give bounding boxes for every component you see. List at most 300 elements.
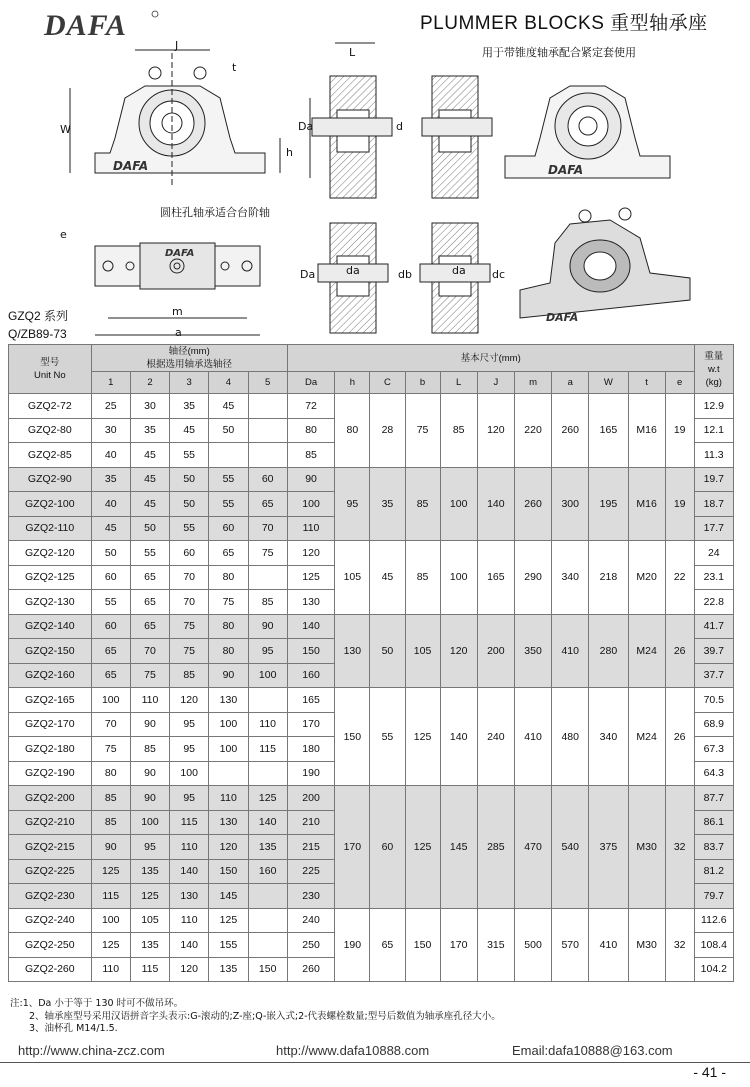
model-cell: GZQ2-80 [9, 418, 92, 443]
shaft-cell: 70 [170, 590, 209, 615]
dim-cell: 340 [589, 688, 628, 786]
dim-cell: 65 [370, 908, 405, 982]
shaft-cell: 130 [209, 810, 248, 835]
weight-cell: 18.7 [694, 492, 733, 517]
shaft-cell: 110 [170, 908, 209, 933]
dim-cell: 100 [440, 541, 477, 615]
dim-cell: M24 [628, 688, 665, 786]
shaft-cell: 50 [170, 492, 209, 517]
shaft-cell: 45 [91, 516, 130, 541]
dim-cell: 130 [335, 614, 370, 688]
page-number: - 41 - [693, 1064, 726, 1080]
shaft-cell: 30 [91, 418, 130, 443]
model-cell: GZQ2-160 [9, 663, 92, 688]
shaft-cell: 30 [130, 394, 169, 419]
dim-cell: 32 [665, 786, 694, 909]
plan-logo: DAFA [165, 248, 195, 259]
col-header-a: a [552, 372, 589, 394]
shaft-cell: 90 [130, 712, 169, 737]
col-header-shaft-5: 5 [248, 372, 287, 394]
shaft-cell: 60 [91, 614, 130, 639]
dim-cell: 350 [514, 614, 551, 688]
model-cell: GZQ2-120 [9, 541, 92, 566]
isometric-view-drawing [520, 208, 690, 318]
shaft-cell: 140 [170, 933, 209, 958]
housing-logo: DAFA [113, 159, 149, 173]
dim-label-a: a [175, 326, 182, 338]
col-header-b: b [405, 372, 440, 394]
model-cell: GZQ2-210 [9, 810, 92, 835]
dim-cell: 340 [552, 541, 589, 615]
shaft-cell: 100 [91, 908, 130, 933]
weight-cell: 64.3 [694, 761, 733, 786]
dim-cell: 540 [552, 786, 589, 909]
weight-cell: 12.9 [694, 394, 733, 419]
table-row [9, 541, 734, 566]
weight-cell: 24 [694, 541, 733, 566]
model-cell: GZQ2-125 [9, 565, 92, 590]
model-cell: GZQ2-215 [9, 835, 92, 860]
dim-cell: M16 [628, 467, 665, 541]
dim-cell: 200 [477, 614, 514, 688]
shaft-cell: 70 [130, 639, 169, 664]
shaft-cell: 135 [209, 957, 248, 982]
logo-text: DAFA [44, 9, 127, 40]
dim-cell: 500 [514, 908, 551, 982]
shaft-cell: 135 [130, 933, 169, 958]
da-cell: 85 [287, 443, 335, 468]
da-cell: 100 [287, 492, 335, 517]
shaft-cell: 80 [209, 639, 248, 664]
weight-cell: 70.5 [694, 688, 733, 713]
shaft-cell [209, 443, 248, 468]
shaft-cell [248, 565, 287, 590]
dim-label-t: t [232, 61, 237, 74]
col-header-shaft-1: 1 [91, 372, 130, 394]
da-cell: 130 [287, 590, 335, 615]
shaft-cell: 85 [248, 590, 287, 615]
table-row [9, 467, 734, 492]
table-row [9, 614, 734, 639]
dim-cell: 410 [552, 614, 589, 688]
dim-cell: 145 [440, 786, 477, 909]
dim-label-J: J [175, 39, 179, 52]
shaft-cell: 35 [91, 467, 130, 492]
shaft-cell [248, 884, 287, 909]
model-cell: GZQ2-250 [9, 933, 92, 958]
model-cell: GZQ2-180 [9, 737, 92, 762]
shaft-cell: 110 [130, 688, 169, 713]
dim-cell: 570 [552, 908, 589, 982]
shaft-cell: 140 [170, 859, 209, 884]
da-cell: 80 [287, 418, 335, 443]
dim-cell: 240 [477, 688, 514, 786]
shaft-cell: 90 [248, 614, 287, 639]
dim-cell: 285 [477, 786, 514, 909]
col-header-m: m [514, 372, 551, 394]
front-view-drawing-2 [505, 86, 670, 178]
shaft-cell: 70 [170, 565, 209, 590]
dim-label-h: h [286, 146, 293, 159]
footer-rule [0, 1062, 750, 1063]
shaft-cell: 45 [130, 492, 169, 517]
dim-cell: 50 [370, 614, 405, 688]
shaft-cell: 45 [209, 394, 248, 419]
shaft-cell: 95 [248, 639, 287, 664]
col-header-h: h [335, 372, 370, 394]
series-standard: Q/ZB89-73 [8, 327, 67, 341]
shaft-cell: 100 [209, 737, 248, 762]
shaft-cell: 60 [248, 467, 287, 492]
dim-cell: 140 [440, 688, 477, 786]
shaft-cell: 100 [91, 688, 130, 713]
table-row [9, 908, 734, 933]
dim-cell: 80 [335, 394, 370, 468]
dim-label-da: da [346, 264, 360, 277]
da-cell: 90 [287, 467, 335, 492]
weight-cell: 22.8 [694, 590, 733, 615]
da-cell: 225 [287, 859, 335, 884]
footer-site-2[interactable]: http://www.dafa10888.com [276, 1043, 430, 1058]
shaft-cell: 80 [209, 614, 248, 639]
model-cell: GZQ2-72 [9, 394, 92, 419]
shaft-cell: 25 [91, 394, 130, 419]
shaft-cell: 85 [91, 810, 130, 835]
col-header-j: J [477, 372, 514, 394]
shaft-cell: 95 [130, 835, 169, 860]
shaft-cell: 50 [91, 541, 130, 566]
dim-label-dc: dc [492, 268, 506, 281]
shaft-cell: 105 [130, 908, 169, 933]
shaft-cell [248, 418, 287, 443]
dim-label-L: L [349, 46, 356, 59]
dim-cell: M20 [628, 541, 665, 615]
dim-cell: 260 [514, 467, 551, 541]
shaft-cell: 120 [170, 688, 209, 713]
model-cell: GZQ2-170 [9, 712, 92, 737]
shaft-cell: 75 [248, 541, 287, 566]
shaft-cell: 75 [130, 663, 169, 688]
shaft-cell: 90 [91, 835, 130, 860]
dim-cell: 290 [514, 541, 551, 615]
dim-cell: 120 [477, 394, 514, 468]
model-cell: GZQ2-130 [9, 590, 92, 615]
section-view-cylindrical-2 [420, 223, 490, 333]
dim-cell: M30 [628, 908, 665, 982]
shaft-cell: 55 [170, 516, 209, 541]
series-label [8, 307, 68, 343]
shaft-cell: 85 [91, 786, 130, 811]
da-cell: 215 [287, 835, 335, 860]
shaft-cell: 75 [91, 737, 130, 762]
shaft-cell: 150 [209, 859, 248, 884]
dim-cell: 26 [665, 688, 694, 786]
shaft-cell: 65 [130, 565, 169, 590]
weight-cell: 67.3 [694, 737, 733, 762]
col-header-c: C [370, 372, 405, 394]
shaft-cell: 55 [130, 541, 169, 566]
shaft-cell: 65 [130, 590, 169, 615]
dim-cell: 100 [440, 467, 477, 541]
shaft-cell: 100 [248, 663, 287, 688]
shaft-cell: 85 [170, 663, 209, 688]
col-header-shaft: 轴径(mm) 根据选用轴承选轴径 [91, 345, 287, 372]
da-cell: 200 [287, 786, 335, 811]
weight-cell: 81.2 [694, 859, 733, 884]
model-cell: GZQ2-100 [9, 492, 92, 517]
weight-cell: 87.7 [694, 786, 733, 811]
shaft-cell: 125 [91, 859, 130, 884]
shaft-cell: 110 [170, 835, 209, 860]
col-header-model: 型号 Unit No [9, 345, 92, 394]
dim-cell: 26 [665, 614, 694, 688]
dim-cell: 32 [665, 908, 694, 982]
dim-label-d: d [396, 120, 403, 133]
model-cell: GZQ2-165 [9, 688, 92, 713]
model-cell: GZQ2-90 [9, 467, 92, 492]
dim-cell: 125 [405, 786, 440, 909]
shaft-cell: 115 [130, 957, 169, 982]
shaft-cell: 95 [170, 712, 209, 737]
dim-cell: 150 [405, 908, 440, 982]
dim-cell: 35 [370, 467, 405, 541]
section-view-tapered-2 [422, 76, 492, 198]
shaft-cell: 50 [170, 467, 209, 492]
model-cell: GZQ2-230 [9, 884, 92, 909]
shaft-cell: 125 [209, 908, 248, 933]
table-row [9, 688, 734, 713]
da-cell: 110 [287, 516, 335, 541]
weight-cell: 83.7 [694, 835, 733, 860]
shaft-cell: 125 [91, 933, 130, 958]
da-cell: 230 [287, 884, 335, 909]
shaft-cell: 40 [91, 443, 130, 468]
dim-cell: M16 [628, 394, 665, 468]
col-header-shaft-3: 3 [170, 372, 209, 394]
shaft-cell: 135 [130, 859, 169, 884]
weight-cell: 79.7 [694, 884, 733, 909]
col-header-basic-dims: 基本尺寸(mm) [287, 345, 694, 372]
col-header-w: W [589, 372, 628, 394]
dim-cell: 105 [335, 541, 370, 615]
shaft-cell: 90 [209, 663, 248, 688]
shaft-cell: 100 [130, 810, 169, 835]
dim-cell: 410 [514, 688, 551, 786]
shaft-cell: 75 [170, 614, 209, 639]
model-cell: GZQ2-200 [9, 786, 92, 811]
shaft-cell [248, 908, 287, 933]
da-cell: 190 [287, 761, 335, 786]
dim-label-m: m [172, 305, 183, 318]
dim-label-da-2: da [452, 264, 466, 277]
shaft-cell: 65 [91, 639, 130, 664]
shaft-cell: 60 [170, 541, 209, 566]
dim-cell: M24 [628, 614, 665, 688]
weight-cell: 86.1 [694, 810, 733, 835]
dim-cell: 85 [405, 467, 440, 541]
dim-cell: 28 [370, 394, 405, 468]
model-cell: GZQ2-260 [9, 957, 92, 982]
col-header-shaft-4: 4 [209, 372, 248, 394]
da-cell: 165 [287, 688, 335, 713]
dim-cell: 315 [477, 908, 514, 982]
weight-cell: 108.4 [694, 933, 733, 958]
weight-cell: 12.1 [694, 418, 733, 443]
dim-label-Da: Da [298, 120, 314, 133]
dim-cell: 150 [335, 688, 370, 786]
model-cell: GZQ2-150 [9, 639, 92, 664]
shaft-cell: 95 [170, 786, 209, 811]
dim-cell: 125 [405, 688, 440, 786]
shaft-cell: 60 [91, 565, 130, 590]
weight-cell: 68.9 [694, 712, 733, 737]
model-cell: GZQ2-225 [9, 859, 92, 884]
note-2: 2、轴承座型号采用汉语拼音字头表示:G-滚动的;Z-座;Q-嵌入式;2-代表螺栓数量;型号后数值为轴承座孔径大小。 [29, 1010, 501, 1022]
weight-cell: 41.7 [694, 614, 733, 639]
page-title: PLUMMER BLOCKS 重型轴承座 [420, 13, 708, 34]
dim-cell: 75 [405, 394, 440, 468]
dim-cell: 165 [589, 394, 628, 468]
shaft-cell: 100 [170, 761, 209, 786]
dim-cell: 165 [477, 541, 514, 615]
section-view-cylindrical [318, 223, 388, 333]
shaft-cell: 50 [209, 418, 248, 443]
shaft-cell: 55 [170, 443, 209, 468]
shaft-cell: 115 [170, 810, 209, 835]
shaft-cell: 140 [248, 810, 287, 835]
weight-cell: 112.6 [694, 908, 733, 933]
dim-cell: 220 [514, 394, 551, 468]
weight-cell: 37.7 [694, 663, 733, 688]
shaft-cell: 120 [170, 957, 209, 982]
technical-drawings [0, 38, 750, 338]
da-cell: 240 [287, 908, 335, 933]
shaft-cell: 110 [209, 786, 248, 811]
shaft-cell: 45 [130, 443, 169, 468]
shaft-cell: 70 [91, 712, 130, 737]
dim-cell: 480 [552, 688, 589, 786]
shaft-cell: 75 [170, 639, 209, 664]
model-cell: GZQ2-240 [9, 908, 92, 933]
front-view-drawing [70, 50, 280, 188]
shaft-cell: 100 [209, 712, 248, 737]
shaft-cell: 90 [130, 786, 169, 811]
shaft-cell: 55 [91, 590, 130, 615]
dim-cell: 410 [589, 908, 628, 982]
dim-cell: 260 [552, 394, 589, 468]
model-cell: GZQ2-190 [9, 761, 92, 786]
shaft-cell: 160 [248, 859, 287, 884]
table-row [9, 394, 734, 419]
shaft-cell: 80 [209, 565, 248, 590]
shaft-cell: 45 [170, 418, 209, 443]
dim-cell: 470 [514, 786, 551, 909]
shaft-cell: 65 [209, 541, 248, 566]
shaft-cell: 35 [130, 418, 169, 443]
table-row [9, 786, 734, 811]
dim-cell: 105 [405, 614, 440, 688]
shaft-cell [248, 761, 287, 786]
note-1: 注:1、Da 小于等于 130 时可不做吊环。 [10, 998, 184, 1009]
dim-cell: 280 [589, 614, 628, 688]
shaft-cell: 70 [248, 516, 287, 541]
dim-label-db: db [398, 268, 412, 281]
dim-label-W: W [60, 123, 71, 136]
dim-cell: 22 [665, 541, 694, 615]
weight-cell: 39.7 [694, 639, 733, 664]
shaft-cell: 35 [170, 394, 209, 419]
dim-cell: 375 [589, 786, 628, 909]
dim-cell: 195 [589, 467, 628, 541]
footer-email[interactable]: Email:dafa10888@163.com [512, 1043, 673, 1058]
shaft-cell: 45 [130, 467, 169, 492]
shaft-cell: 60 [209, 516, 248, 541]
da-cell: 120 [287, 541, 335, 566]
dim-cell: 140 [477, 467, 514, 541]
dim-cell: 120 [440, 614, 477, 688]
dim-cell: M30 [628, 786, 665, 909]
section-view-tapered [310, 43, 392, 198]
shaft-cell: 65 [130, 614, 169, 639]
shaft-cell [248, 443, 287, 468]
col-header-shaft-2: 2 [130, 372, 169, 394]
shaft-cell: 65 [91, 663, 130, 688]
shaft-cell [248, 394, 287, 419]
note-cylindrical: 圆柱孔轴承适合台阶轴 [160, 206, 270, 219]
dim-cell: 170 [440, 908, 477, 982]
dim-cell: 218 [589, 541, 628, 615]
dim-label-e: e [60, 228, 67, 241]
col-header-da: Da [287, 372, 335, 394]
notes [10, 998, 501, 1036]
weight-cell: 11.3 [694, 443, 733, 468]
da-cell: 170 [287, 712, 335, 737]
shaft-cell: 110 [248, 712, 287, 737]
dafa-logo [42, 8, 162, 40]
shaft-cell: 110 [91, 957, 130, 982]
dim-cell: 300 [552, 467, 589, 541]
dim-cell: 85 [440, 394, 477, 468]
shaft-cell: 85 [130, 737, 169, 762]
dim-cell: 190 [335, 908, 370, 982]
shaft-cell: 40 [91, 492, 130, 517]
shaft-cell: 115 [248, 737, 287, 762]
dim-cell: 19 [665, 394, 694, 468]
footer-site-1[interactable]: http://www.china-zcz.com [18, 1043, 165, 1058]
da-cell: 150 [287, 639, 335, 664]
dim-cell: 170 [335, 786, 370, 909]
dim-cell: 55 [370, 688, 405, 786]
shaft-cell: 55 [209, 467, 248, 492]
weight-cell: 19.7 [694, 467, 733, 492]
shaft-cell: 135 [248, 835, 287, 860]
shaft-cell [209, 761, 248, 786]
col-header-e: e [665, 372, 694, 394]
da-cell: 160 [287, 663, 335, 688]
model-cell: GZQ2-110 [9, 516, 92, 541]
shaft-cell [248, 688, 287, 713]
da-cell: 210 [287, 810, 335, 835]
model-cell: GZQ2-140 [9, 614, 92, 639]
shaft-cell: 130 [209, 688, 248, 713]
da-cell: 250 [287, 933, 335, 958]
shaft-cell: 145 [209, 884, 248, 909]
spec-table [8, 344, 734, 982]
shaft-cell [248, 933, 287, 958]
weight-cell: 104.2 [694, 957, 733, 982]
shaft-cell: 130 [170, 884, 209, 909]
dim-cell: 45 [370, 541, 405, 615]
